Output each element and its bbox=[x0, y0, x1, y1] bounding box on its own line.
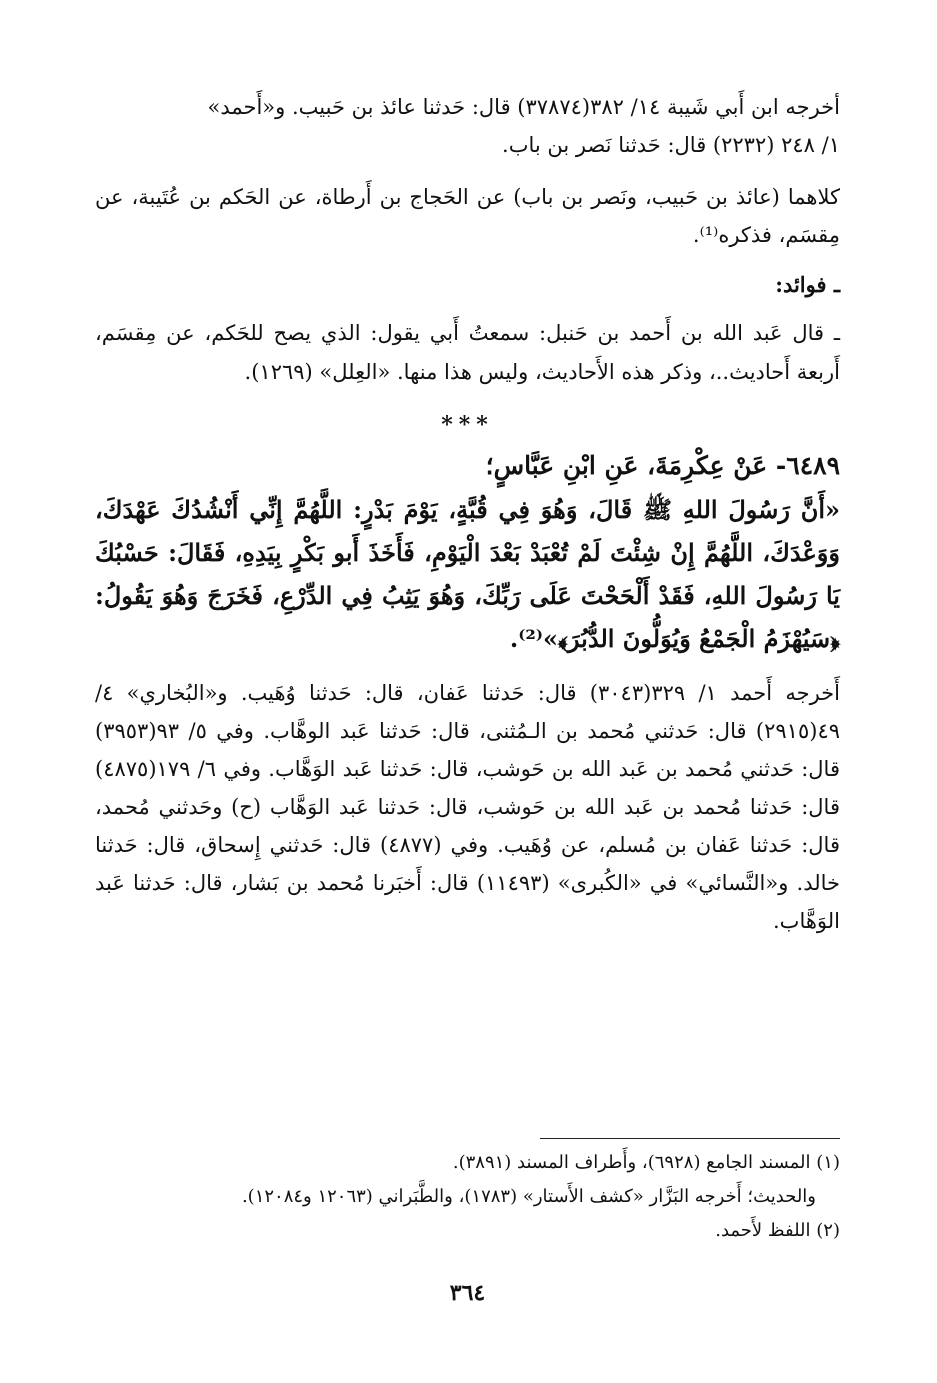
takhrij-line-2: ١/ ٢٤٨ (٢٢٣٢) قال: حَدثنا نَصر بن باب. bbox=[502, 133, 840, 157]
isnad-paragraph: كلاهما (عائذ بن حَبيب، ونَصر بن باب) عن الحَجاج بن أَرطاة، عن الحَكم بن عُتَيبة، عن مِقسَم، فذكره⁽¹⁾. bbox=[95, 185, 840, 247]
footnote-2: (٢) اللفظ لأَحمد. bbox=[715, 1220, 840, 1241]
footnotes bbox=[95, 1146, 840, 1248]
hadith-heading: ٦٤٨٩- عَنْ عِكْرِمَةَ، عَنِ ابْنِ عَبَّاسٍ؛ bbox=[485, 451, 840, 480]
footnote-1: (١) المسند الجامع (٦٩٢٨)، وأَطراف المسند (٣٨٩١). bbox=[452, 1152, 840, 1173]
takhrij-line-1: أخرجه ابن أَبي شَيبة ١٤/ ٣٨٢(٣٧٨٧٤) قال: حَدثنا عائذ بن حَبيب. و«أَحمد» bbox=[207, 95, 840, 119]
takhrij-paragraph: أَخرجه أَحمد ١/ ٣٢٩(٣٠٤٣) قال: حَدثنا عَفان، قال: حَدثنا وُهَيب. و«البُخاري» ٤/ ٤٩(٢٩١٥) قال: حَدثني مُحمد بن الـمُثنى، قال: حَدثنا عَبد الوهَّاب. وفي ٥/ ٩٣(٣٩٥٣) قال: حَدثني مُحمد بن عَبد الله بن حَوشب، قال: حَدثنا عَبد الوَهَّاب. وفي ٦/ ١٧٩(٤٨٧٥) قال: حَدثنا مُحمد بن عَبد الله بن حَوشب، قال: حَدثنا عَبد الوَهَّاب (ح) وحَدثني مُحمد، قال: حَدثنا عَفان بن مُسلم، عن وُهَيب. وفي (٤٨٧٧) قال: حَدثني إِسحاق، قال: حَدثنا خالد. و«النَّسائي» في «الكُبرى» (١١٤٩٣) قال: أَخبَرنا مُحمد بن بَشار، قال: حَدثنا عَبد الوَهَّاب. bbox=[95, 681, 840, 933]
page-number: ٣٦٤ bbox=[449, 1280, 486, 1306]
footnote-divider bbox=[540, 1138, 840, 1139]
hadith-text: «أَنَّ رَسُولَ اللهِ ﷺ قَالَ، وَهُوَ فِي قُبَّةٍ، يَوْمَ بَدْرٍ: اللَّهُمَّ إِنِّي أَنْشُدُكَ عَهْدَكَ، وَوَعْدَكَ، اللَّهُمَّ إِنْ شِئْتَ لَمْ تُعْبَدْ بَعْدَ الْيَوْمِ، فَأَخَذَ أَبو بَكْرٍ بِيَدِهِ، فَقَالَ: حَسْبُكَ يَا رَسُولَ اللهِ، فَقَدْ أَلْحَحْتَ عَلَى رَبِّكَ، وَهُوَ يَثِبُ فِي الدِّرْعِ، فَخَرَجَ وَهُوَ يَقُولُ: ﴿سَيُهْزَمُ الْجَمْعُ وَيُوَلُّونَ الدُّبُرَ﴾»⁽²⁾. bbox=[95, 495, 840, 653]
page-body bbox=[95, 88, 840, 1328]
fawaid-text: ـ قال عَبد الله بن أَحمد بن حَنبل: سمعتُ أَبي يقول: الذي يصح للحَكم، عن مِقسَم، أَربعة أَحاديث..، وذكر هذه الأَحاديث، وليس هذا منها. «العِلل» (١٢٦٩). bbox=[95, 321, 840, 384]
fawaid-heading: ـ فوائد: bbox=[775, 272, 840, 297]
footnote-1-continuation: والحديث؛ أَخرجه البَزَّار «كشف الأَستار» (١٧٨٣)، والطَّبَراني (١٢٠٦٣ و١٢٠٨٤). bbox=[241, 1186, 816, 1207]
section-separator: *** bbox=[441, 412, 494, 438]
